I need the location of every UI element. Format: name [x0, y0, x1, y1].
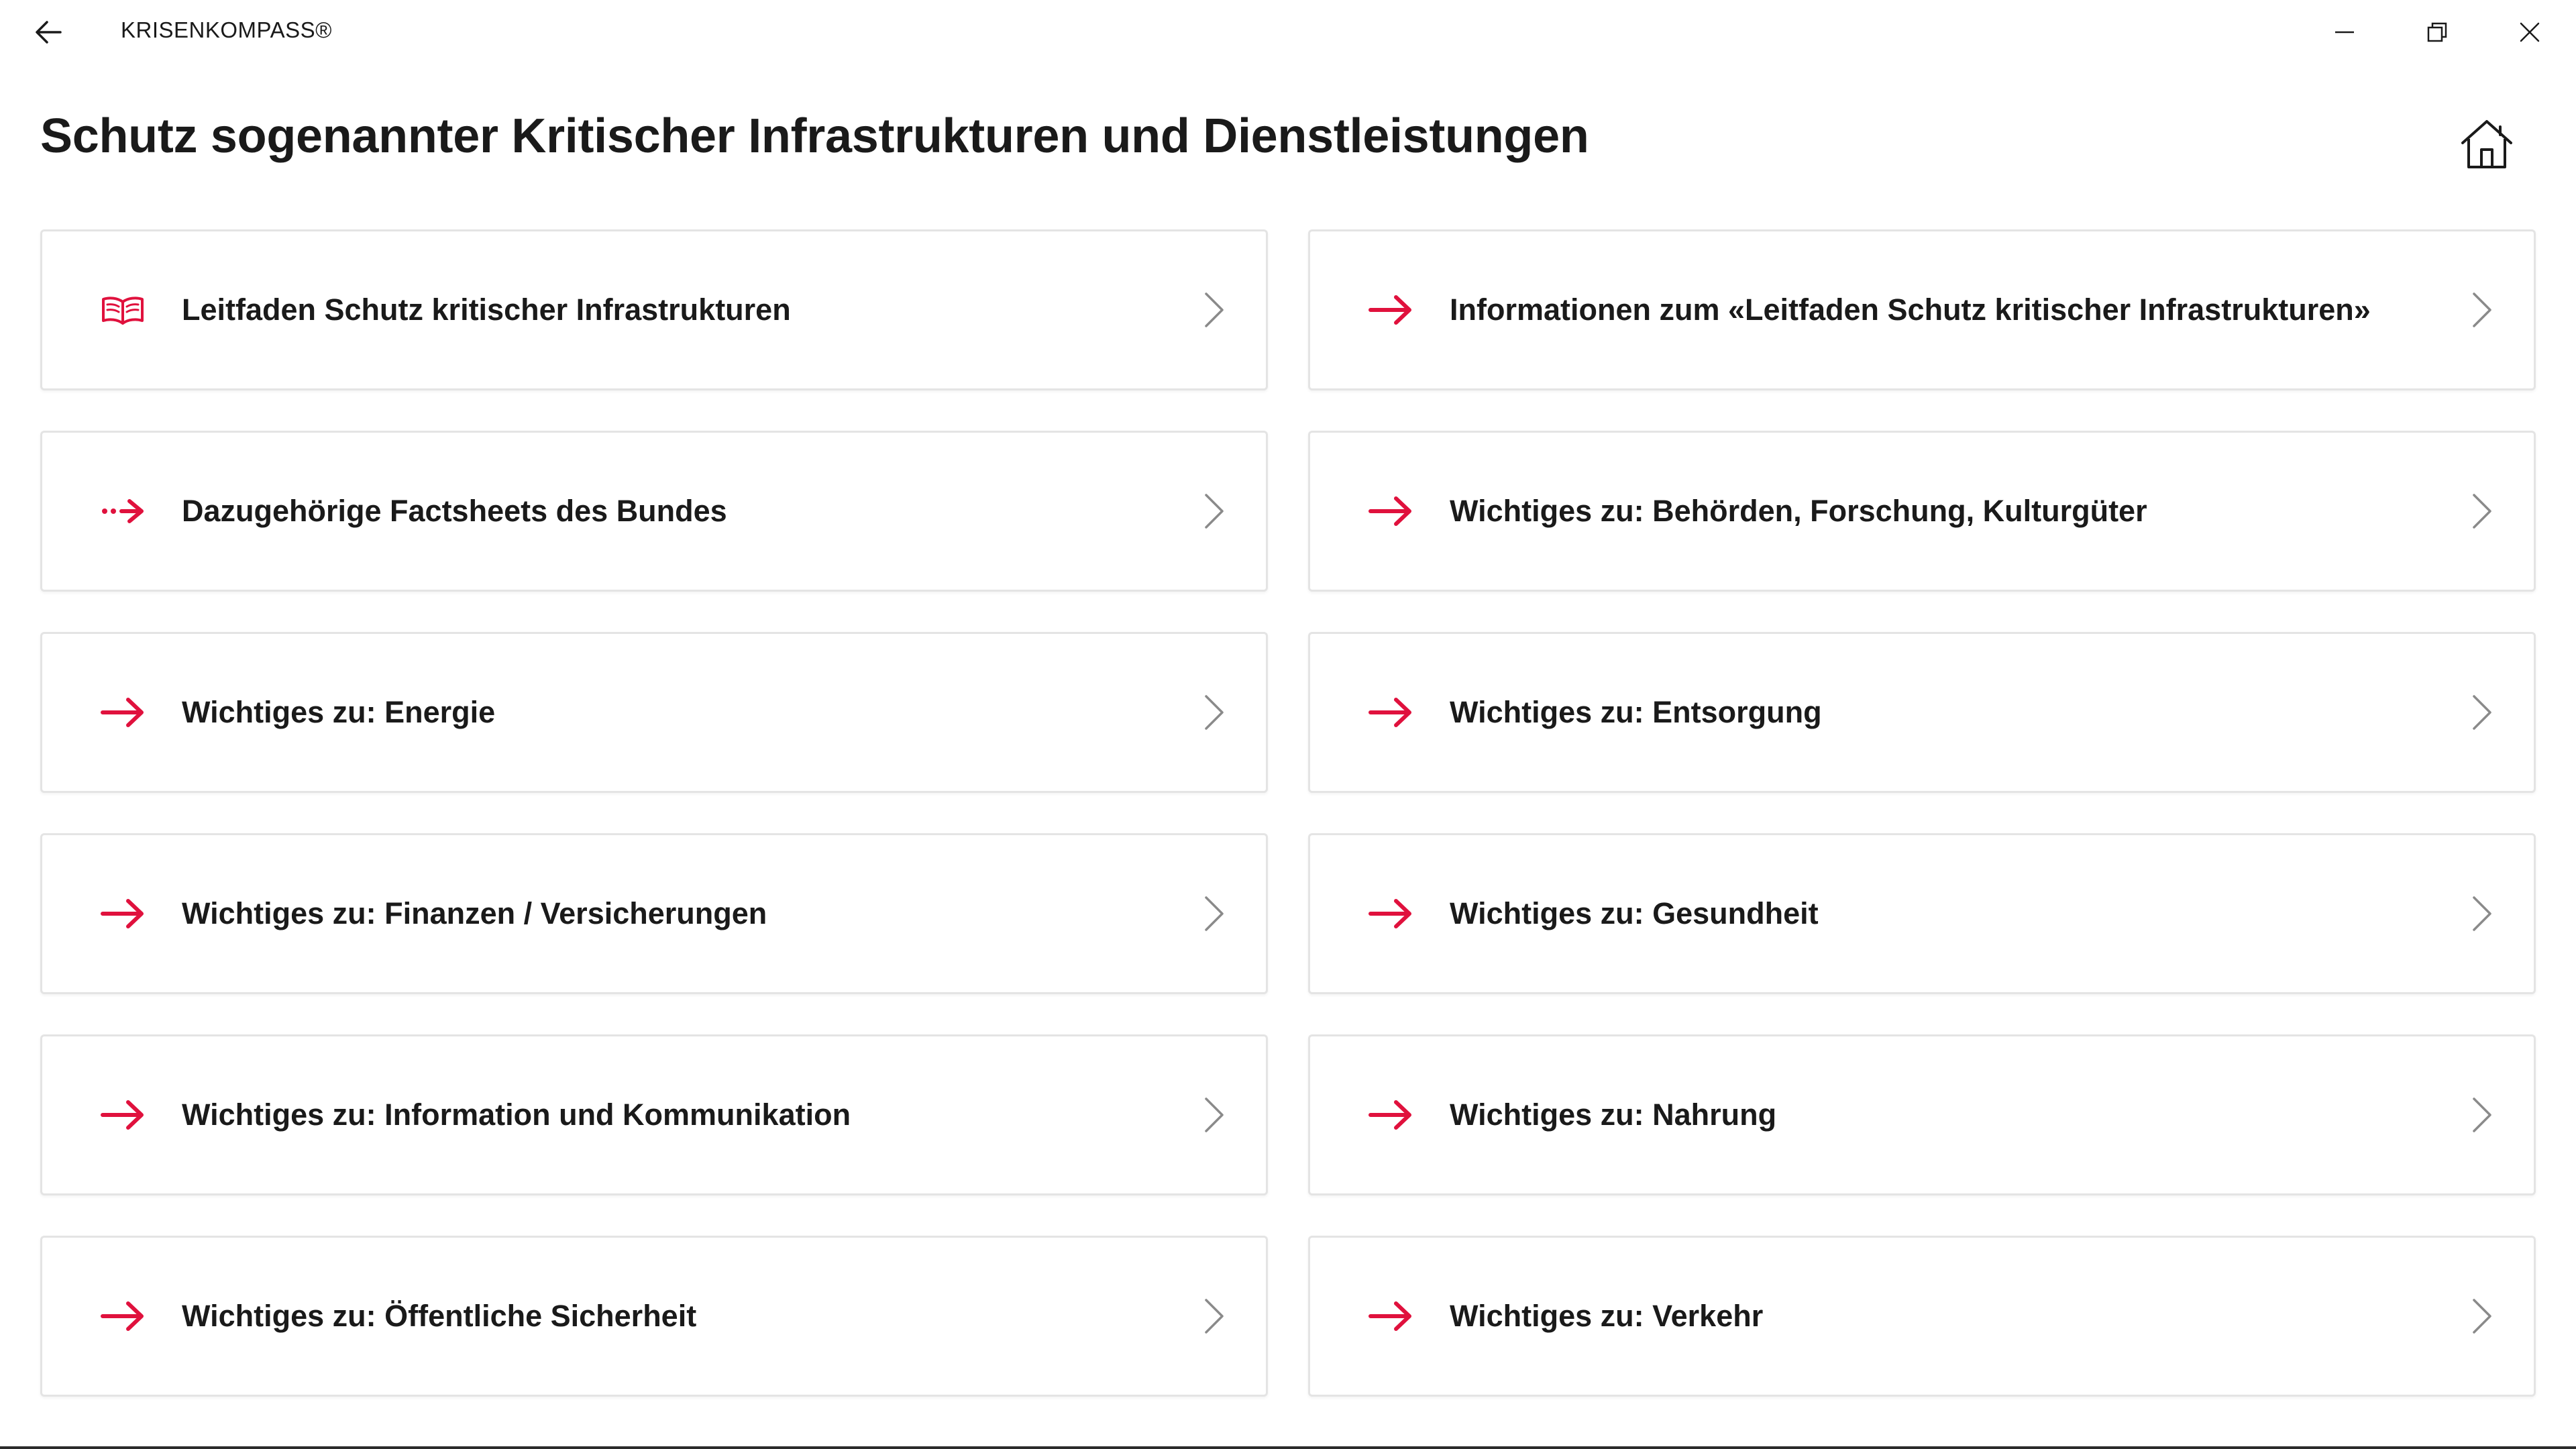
arrow-right-icon [96, 634, 150, 791]
arrow-right-icon [1364, 1238, 1417, 1395]
arrow-right-icon [1364, 1036, 1417, 1193]
minimize-icon [2334, 21, 2355, 43]
tile-1[interactable] [40, 229, 1268, 390]
tile-8[interactable] [1308, 833, 2536, 994]
tile-label: Wichtiges zu: Nahrung [1450, 1097, 1777, 1132]
restore-icon [2426, 21, 2448, 43]
chevron-right-icon [1197, 835, 1231, 992]
tile-label: Wichtiges zu: Information und Kommunikation [182, 1097, 851, 1132]
arrow-right-icon [96, 1036, 150, 1193]
chevron-right-icon [2465, 1238, 2499, 1395]
tile-grid [40, 229, 2536, 1397]
tile-label: Wichtiges zu: Öffentliche Sicherheit [182, 1299, 697, 1333]
tile-11[interactable] [40, 1236, 1268, 1397]
tile-label: Wichtiges zu: Behörden, Forschung, Kulturgüter [1450, 494, 2147, 528]
restore-button[interactable] [2391, 0, 2483, 64]
tile-label: Wichtiges zu: Verkehr [1450, 1299, 1764, 1333]
close-icon [2519, 21, 2540, 43]
tile-label: Leitfaden Schutz kritischer Infrastrukturen [182, 292, 791, 327]
arrow-right-icon [1364, 433, 1417, 590]
tile-label: Wichtiges zu: Entsorgung [1450, 695, 1822, 729]
tile-label: Wichtiges zu: Gesundheit [1450, 896, 1819, 930]
title-bar [0, 0, 2576, 64]
tile-6[interactable] [1308, 632, 2536, 793]
dotted-arrow-icon [96, 433, 150, 590]
chevron-right-icon [2465, 433, 2499, 590]
chevron-right-icon [1197, 433, 1231, 590]
back-button[interactable] [21, 7, 75, 58]
arrow-right-icon [96, 835, 150, 992]
tile-label: Informationen zum «Leitfaden Schutz kritischer Infrastrukturen» [1450, 292, 2371, 327]
tile-4[interactable] [1308, 431, 2536, 592]
tile-12[interactable] [1308, 1236, 2536, 1397]
tile-label: Wichtiges zu: Finanzen / Versicherungen [182, 896, 767, 930]
arrow-right-icon [1364, 634, 1417, 791]
chevron-right-icon [2465, 835, 2499, 992]
home-icon [2460, 119, 2514, 170]
tile-3[interactable] [40, 431, 1268, 592]
chevron-right-icon [1197, 634, 1231, 791]
tile-label: Wichtiges zu: Energie [182, 695, 496, 729]
close-button[interactable] [2483, 0, 2576, 64]
tile-label: Dazugehörige Factsheets des Bundes [182, 494, 727, 528]
tile-10[interactable] [1308, 1034, 2536, 1195]
minimize-button[interactable] [2298, 0, 2391, 64]
chevron-right-icon [1197, 1036, 1231, 1193]
arrow-right-icon [1364, 835, 1417, 992]
arrow-right-icon [1364, 231, 1417, 388]
page-title: Schutz sogenannter Kritischer Infrastrukturen und Dienstleistungen [40, 109, 1589, 163]
tile-5[interactable] [40, 632, 1268, 793]
chevron-right-icon [1197, 231, 1231, 388]
arrow-right-icon [96, 1238, 150, 1395]
bottom-divider [0, 1446, 2576, 1449]
chevron-right-icon [2465, 231, 2499, 388]
chevron-right-icon [1197, 1238, 1231, 1395]
chevron-right-icon [2465, 1036, 2499, 1193]
book-icon [96, 231, 150, 388]
tile-9[interactable] [40, 1034, 1268, 1195]
home-button[interactable] [2457, 114, 2517, 174]
chevron-right-icon [2465, 634, 2499, 791]
tile-2[interactable] [1308, 229, 2536, 390]
back-arrow-icon [35, 20, 62, 44]
tile-7[interactable] [40, 833, 1268, 994]
app-title: KRISENKOMPASS® [121, 17, 332, 42]
